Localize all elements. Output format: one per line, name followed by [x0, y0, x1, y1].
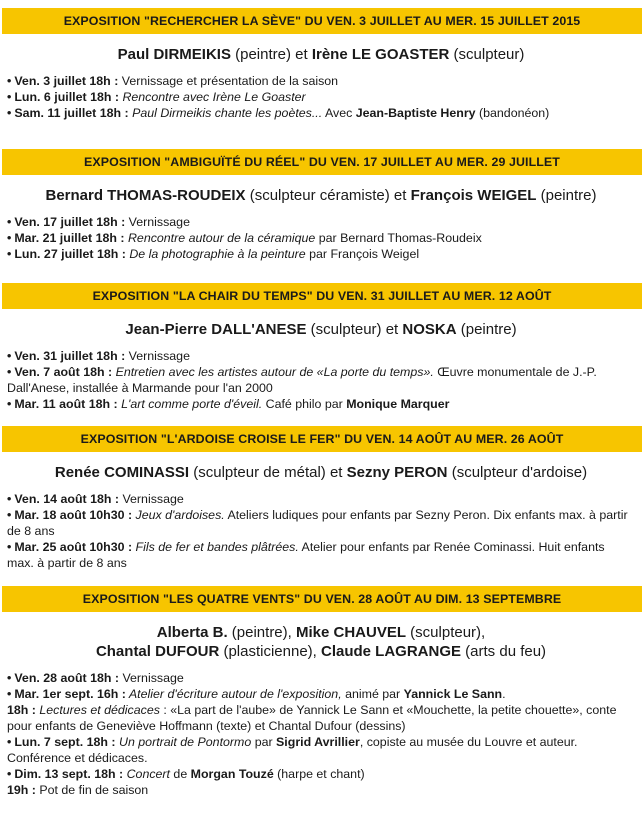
event-person: Morgan Touzé [190, 767, 274, 781]
event-date: Dim. 13 sept. 18h : [14, 767, 124, 781]
artist-name: Sezny PERON [346, 464, 448, 481]
event-item [7, 702, 628, 734]
event-date: Sam. 11 juillet 18h : [14, 106, 129, 120]
bullet-icon: • [7, 492, 12, 506]
artist-name: Bernard THOMAS-ROUDEIX [45, 187, 246, 204]
bullet-icon: • [7, 231, 12, 245]
exhibition-banner: EXPOSITION "RECHERCHER LA SÈVE" DU VEN. 3 JUILLET AU MER. 15 JUILLET 2015 [2, 8, 642, 34]
event-item [7, 348, 628, 364]
bullet-icon: • [7, 540, 12, 554]
artist-role: (sculpteur d'ardoise) [447, 464, 588, 481]
event-item [7, 670, 628, 686]
event-text: de [169, 767, 191, 781]
bullet-icon: • [7, 247, 12, 261]
artist-name: Mike CHAUVEL [295, 624, 407, 641]
artist-name: NOSKA [402, 321, 457, 338]
event-text: Vernissage [119, 492, 184, 506]
artist-role: (sculpteur), [406, 624, 486, 641]
event-text-2: (bandonéon) [475, 106, 550, 120]
exhibition-section [0, 586, 642, 798]
event-date: Ven. 3 juillet 18h : [14, 74, 119, 88]
artist-role: (plasticienne), [219, 643, 321, 660]
exhibition-banner: EXPOSITION "LES QUATRE VENTS" DU VEN. 28 AOÛT AU DIM. 13 SEPTEMBRE [2, 586, 642, 612]
bullet-icon: • [7, 215, 12, 229]
artists-line [0, 623, 642, 661]
event-date: Mar. 21 juillet 18h : [14, 231, 125, 245]
exhibition-banner: EXPOSITION "L'ARDOISE CROISE LE FER" DU VEN. 14 AOÛT AU MER. 26 AOÛT [2, 426, 642, 452]
event-date: Mar. 1er sept. 16h : [14, 687, 126, 701]
event-date: Ven. 17 juillet 18h : [14, 215, 126, 229]
event-text: Vernissage [125, 215, 190, 229]
event-list [7, 348, 628, 412]
artist-role: (peintre), [227, 624, 296, 641]
exhibition-section [0, 283, 642, 412]
event-item [7, 89, 628, 105]
artist-name: Claude LAGRANGE [321, 643, 462, 660]
event-text: par [251, 735, 277, 749]
event-date: Mar. 18 août 10h30 : [14, 508, 133, 522]
artist-name: Jean-Pierre DALL'ANESE [125, 321, 307, 338]
event-title: Paul Dirmeikis chante les poètes... [128, 106, 323, 120]
artist-name: Renée COMINASSI [54, 464, 190, 481]
event-title: Lectures et dédicaces [35, 703, 160, 717]
bullet-icon: • [7, 365, 12, 379]
event-title: De la photographie à la peinture [125, 247, 306, 261]
event-title: Rencontre autour de la céramique [124, 231, 316, 245]
event-item [7, 230, 628, 246]
bullet-icon: • [7, 735, 12, 749]
artist-name: Alberta B. [156, 624, 228, 641]
event-item [7, 734, 628, 766]
event-item [7, 396, 628, 412]
event-item [7, 782, 628, 798]
event-text: Vernissage [125, 349, 190, 363]
event-person: Sigrid Avrillier [276, 735, 360, 749]
event-list [7, 73, 628, 121]
event-date: Mar. 11 août 18h : [14, 397, 118, 411]
artists-line [0, 320, 642, 339]
bullet-icon: • [7, 687, 12, 701]
exhibition-section [0, 426, 642, 571]
event-text: par Bernard Thomas-Roudeix [315, 231, 482, 245]
event-item [7, 686, 628, 702]
event-text: animé par [341, 687, 404, 701]
event-text: Vernissage [119, 671, 184, 685]
artists-line [0, 186, 642, 205]
event-text: Pot de fin de saison [35, 783, 149, 797]
artist-role: (sculpteur céramiste) et [245, 187, 411, 204]
event-date: Ven. 28 août 18h : [14, 671, 120, 685]
event-date: Mar. 25 août 10h30 : [14, 540, 133, 554]
event-date: Ven. 31 juillet 18h : [14, 349, 126, 363]
event-date: Ven. 7 août 18h : [14, 365, 113, 379]
event-text: Atelier pour enfants par Renée Cominassi. Huit enfants max. à partir de 8 ans [7, 540, 605, 570]
event-text: Café philo par [262, 397, 347, 411]
event-date: 19h : [7, 783, 36, 797]
event-title: Rencontre avec Irène Le Goaster [119, 90, 306, 104]
bullet-icon: • [7, 349, 12, 363]
artist-role: (sculpteur) [449, 46, 525, 63]
event-text: Avec [322, 106, 356, 120]
event-person: Jean-Baptiste Henry [355, 106, 476, 120]
event-text-2: , copiste au musée du Louvre et auteur. Conférence et dédicaces. [7, 735, 578, 765]
bullet-icon: • [7, 767, 12, 781]
event-item [7, 491, 628, 507]
exhibition-section [0, 149, 642, 262]
event-item [7, 73, 628, 89]
event-date: Ven. 14 août 18h : [14, 492, 120, 506]
event-person: Monique Marquer [346, 397, 450, 411]
event-date: 18h : [7, 703, 36, 717]
event-title: Fils de fer et bandes plâtrées. [132, 540, 299, 554]
event-title: Entretien avec les artistes autour de «La porte du temps». [112, 365, 434, 379]
event-title: Atelier d'écriture autour de l'exposition, [125, 687, 342, 701]
event-title: Jeux d'ardoises. [132, 508, 225, 522]
exhibition-banner: EXPOSITION "LA CHAIR DU TEMPS" DU VEN. 31 JUILLET AU MER. 12 AOÛT [2, 283, 642, 309]
event-date: Lun. 27 juillet 18h : [14, 247, 126, 261]
bullet-icon: • [7, 508, 12, 522]
event-text-2: . [502, 687, 506, 701]
artists-line [0, 463, 642, 482]
event-item [7, 507, 628, 539]
bullet-icon: • [7, 397, 12, 411]
artist-role: (sculpteur de métal) et [189, 464, 347, 481]
event-text: : «La part de l'aube» de Yannick Le Sann et «Mouchette, la petite chouette», conte pour enfants de Geneviève Hoffmann (texte) et Chantal Dufour (dessins) [7, 703, 617, 733]
artist-name: François WEIGEL [410, 187, 537, 204]
event-title: Un portrait de Pontormo [115, 735, 252, 749]
bullet-icon: • [7, 74, 12, 88]
event-title: Concert [123, 767, 170, 781]
bullet-icon: • [7, 106, 12, 120]
artist-role: (peintre) et [230, 46, 312, 63]
event-date: Lun. 6 juillet 18h : [14, 90, 119, 104]
bullet-icon: • [7, 671, 12, 685]
event-text-2: (harpe et chant) [273, 767, 365, 781]
event-item [7, 246, 628, 262]
bullet-icon: • [7, 90, 12, 104]
event-item [7, 364, 628, 396]
artists-line [0, 45, 642, 64]
artist-name: Chantal DUFOUR [95, 643, 220, 660]
event-item [7, 766, 628, 782]
event-list [7, 491, 628, 571]
event-list [7, 214, 628, 262]
event-list [7, 670, 628, 798]
artist-name: Paul DIRMEIKIS [117, 46, 231, 63]
artist-role: (peintre) [536, 187, 597, 204]
artist-role: (sculpteur) et [306, 321, 403, 338]
event-text: Vernissage et présentation de la saison [118, 74, 339, 88]
event-item [7, 105, 628, 121]
exhibition-banner: EXPOSITION "AMBIGUÏTÉ DU RÉEL" DU VEN. 17 JUILLET AU MER. 29 JUILLET [2, 149, 642, 175]
artist-role: (peintre) [456, 321, 517, 338]
event-item [7, 539, 628, 571]
event-text: Ateliers ludiques pour enfants par Sezny Peron. Dix enfants max. à partir de 8 ans [7, 508, 628, 538]
event-date: Lun. 7 sept. 18h : [14, 735, 116, 749]
event-person: Yannick Le Sann [403, 687, 503, 701]
artist-name: Irène LE GOASTER [311, 46, 450, 63]
exhibition-section [0, 8, 642, 121]
event-text: Œuvre monumentale de J.-P. Dall'Anese, installée à Marmande pour l'an 2000 [7, 365, 597, 395]
artist-role: (arts du feu) [461, 643, 547, 660]
event-title: L'art comme porte d'éveil. [117, 397, 263, 411]
event-text: par François Weigel [305, 247, 420, 261]
event-item [7, 214, 628, 230]
